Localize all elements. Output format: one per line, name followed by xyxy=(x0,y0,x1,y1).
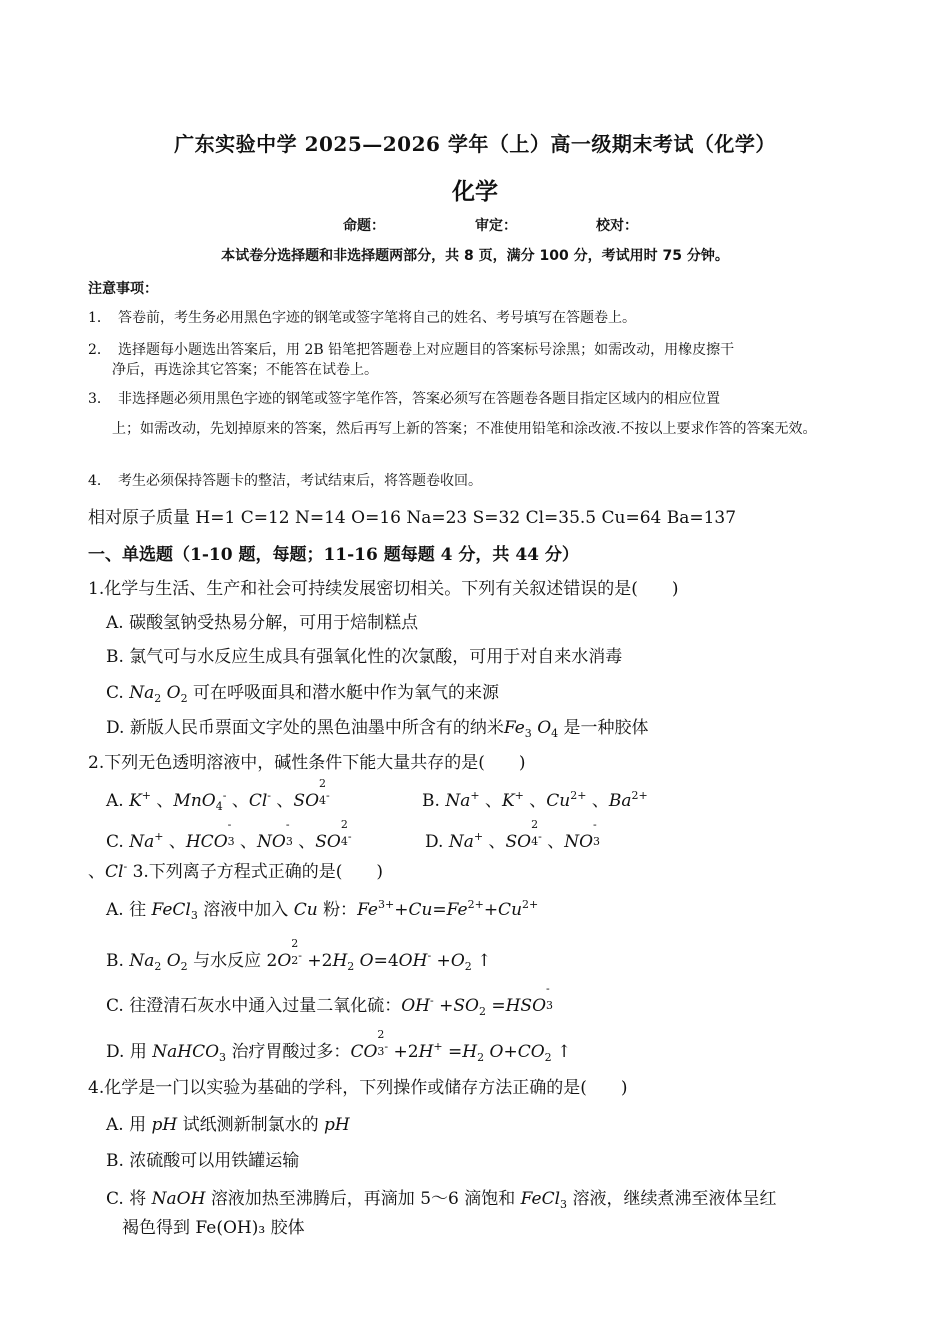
notice-item-text: 考生必须保持答题卡的整洁，考试结束后，将答题卷收回。 xyxy=(118,473,482,489)
notice-item xyxy=(88,340,868,380)
proposer-label: 命题： xyxy=(343,218,385,234)
option-text: 溶液，继续煮沸至液体呈红 xyxy=(572,1189,777,1209)
question-1-stem: 1.化学与生活、生产和社会可持续发展密切相关。下列有关叙述错误的是( ) xyxy=(88,579,679,599)
option-prefix: A. 往 xyxy=(106,900,147,920)
option-text: 与水反应 xyxy=(193,951,262,971)
option-label: B. xyxy=(422,791,440,811)
option-prefix: B. xyxy=(106,951,124,971)
question-1-option-b: B. 氯气可与水反应生成具有强氧化性的次氯酸，可用于对自来水消毒 xyxy=(106,647,623,667)
option-label: A. xyxy=(106,791,124,811)
notice-item-continuation: 净后，再选涂其它答案；不能答在试卷上。 xyxy=(112,362,378,378)
question-3-stem-line: 、Cl- 3.下列离子方程式正确的是( ) xyxy=(88,860,384,882)
question-1-option-a: A. 碳酸氢钠受热易分解，可用于焙制糕点 xyxy=(106,613,419,633)
exam-title: 广东实验中学 2025—2026 学年（上）高一级期末考试（化学） xyxy=(174,132,776,156)
notice-item-number: 1． xyxy=(88,310,111,326)
notice-item xyxy=(88,389,863,439)
section-heading: 一、单选题（1-10 题，每题；11-16 题每题 4 分，共 44 分） xyxy=(88,545,579,565)
notice-heading: 注意事项： xyxy=(88,281,158,297)
option-prefix: C. 往澄清石灰水中通入过量二氧化硫： xyxy=(106,996,402,1016)
notice-item-number: 4． xyxy=(88,473,111,489)
option-c-prefix: C. xyxy=(106,683,130,703)
option-range: 5～6 xyxy=(420,1189,459,1209)
question-3-option-c: C. 往澄清石灰水中通入过量二氧化硫：$OH^- +SO_2 =HSO$ - 3 xyxy=(106,982,554,1018)
subject-title: 化学 xyxy=(452,178,498,205)
notice-item-text: 非选择题必须用黑色字迹的钢笔或签字笔作答，答案必须写在答题卷各题目指定区域内的相应位置 xyxy=(118,391,720,407)
question-3-option-b: B. $Na_2$ $O_2$ 与水反应 2O 2 2 $^- +2H_2$ $O=4OH^- +O_2$ ↑ xyxy=(106,937,492,973)
proofreader-label: 校对： xyxy=(596,218,638,234)
notice-item-number: 3． xyxy=(88,391,111,407)
option-text: 溶液中加入 xyxy=(203,900,289,920)
question-4-stem: 4.化学是一门以实验为基础的学科，下列操作或储存方法正确的是( ) xyxy=(88,1078,628,1098)
notice-item xyxy=(88,471,868,491)
option-d-prefix: D. 新版人民币票面文字处的黑色油墨中所含有的纳米 xyxy=(106,718,504,738)
option-text: 滴饱和 xyxy=(464,1189,516,1209)
question-2-option-d: D. Na+ 、SO 2 4 - 、NO - 3 xyxy=(425,818,601,852)
question-4-option-a: A. 用 pH 试纸测新制氯水的 pH xyxy=(106,1115,350,1135)
question-2-stem: 2.下列无色透明溶液中，碱性条件下能大量共存的是( ) xyxy=(88,753,526,773)
notice-item-number: 2． xyxy=(88,342,111,358)
question-4-option-c: C. 将 NaOH 溶液加热至沸腾后，再滴加 5～6 滴饱和 FeCl$_3$ 溶液，继续煮沸至液体呈红 xyxy=(106,1189,777,1211)
question-2-option-a: A. K+ 、MnO$_4$- 、Cl- 、SO 2 4 - xyxy=(106,777,330,813)
question-1-option-d: D. 新版人民币票面文字处的黑色油墨中所含有的纳米$Fe_3$ $O_4$ 是一种胶体 xyxy=(106,718,649,740)
notice-item-text: 选择题每小题选出答案后，用 2B 铅笔把答题卷上对应题目的答案标号涂黑；如需改动，用橡皮擦干 xyxy=(118,342,735,358)
option-d-text: 是一种胶体 xyxy=(563,718,649,738)
option-label: C. xyxy=(106,832,124,852)
question-3-option-d: D. 用 NaHCO$_3$ 治疗胃酸过多：CO 2 3 $^- +2H^+ =H_2$ $O+CO_2$ ↑ xyxy=(106,1028,572,1064)
option-prefix: C. 将 xyxy=(106,1189,147,1209)
question-3-option-a: A. 往 FeCl$_3$ 溶液中加入 Cu 粉：$Fe^{3+}+Cu=Fe^{2+}+Cu^{2+}$ xyxy=(106,898,539,922)
question-4-option-b: B. 浓硫酸可以用铁罐运输 xyxy=(106,1151,300,1171)
question-2-option-c: C. Na+ 、HCO - 3 、NO - 3 、SO 2 4 - xyxy=(106,818,352,852)
exam-intro: 本试卷分选择题和非选择题两部分，共 8 页，满分 100 分，考试用时 75 分钟。 xyxy=(221,248,729,264)
notice-item-text: 答卷前，考生务必用黑色字迹的钢笔或签字笔将自己的姓名、考号填写在答题卷上。 xyxy=(118,310,636,326)
option-prefix: D. 用 xyxy=(106,1042,147,1062)
option-c-text: 可在呼吸面具和潜水艇中作为氧气的来源 xyxy=(192,683,499,703)
question-1-option-c: C. $Na_2$ $O_2$ 可在呼吸面具和潜水艇中作为氧气的来源 xyxy=(106,683,499,705)
option-label: D. xyxy=(425,832,444,852)
question-4-option-c-continuation: 褐色得到 Fe(OH)₃ 胶体 xyxy=(122,1218,305,1238)
option-text: 治疗胃酸过多： xyxy=(231,1042,351,1062)
option-text: 粉： xyxy=(323,900,358,920)
question-2-option-b: B. Na+ 、K+ 、$Cu^{2+}$ 、$Ba^{2+}$ xyxy=(422,789,648,811)
option-text: 试纸测新制氯水的 xyxy=(182,1115,319,1135)
option-text: 溶液加热至沸腾后，再滴加 xyxy=(210,1189,415,1209)
option-prefix: A. 用 xyxy=(106,1115,147,1135)
notice-item xyxy=(88,308,868,328)
atomic-masses: 相对原子质量 H=1 C=12 N=14 O=16 Na=23 S=32 Cl=35.5 Cu=64 Ba=137 xyxy=(88,508,737,528)
notice-item-continuation: 上；如需改动，先划掉原来的答案，然后再写上新的答案；不准使用铅笔和涂改液.不按以上要求作答的答案无效。 xyxy=(112,421,817,437)
reviewer-label: 审定： xyxy=(475,218,517,234)
question-3-stem: 3.下列离子方程式正确的是( ) xyxy=(132,862,384,882)
